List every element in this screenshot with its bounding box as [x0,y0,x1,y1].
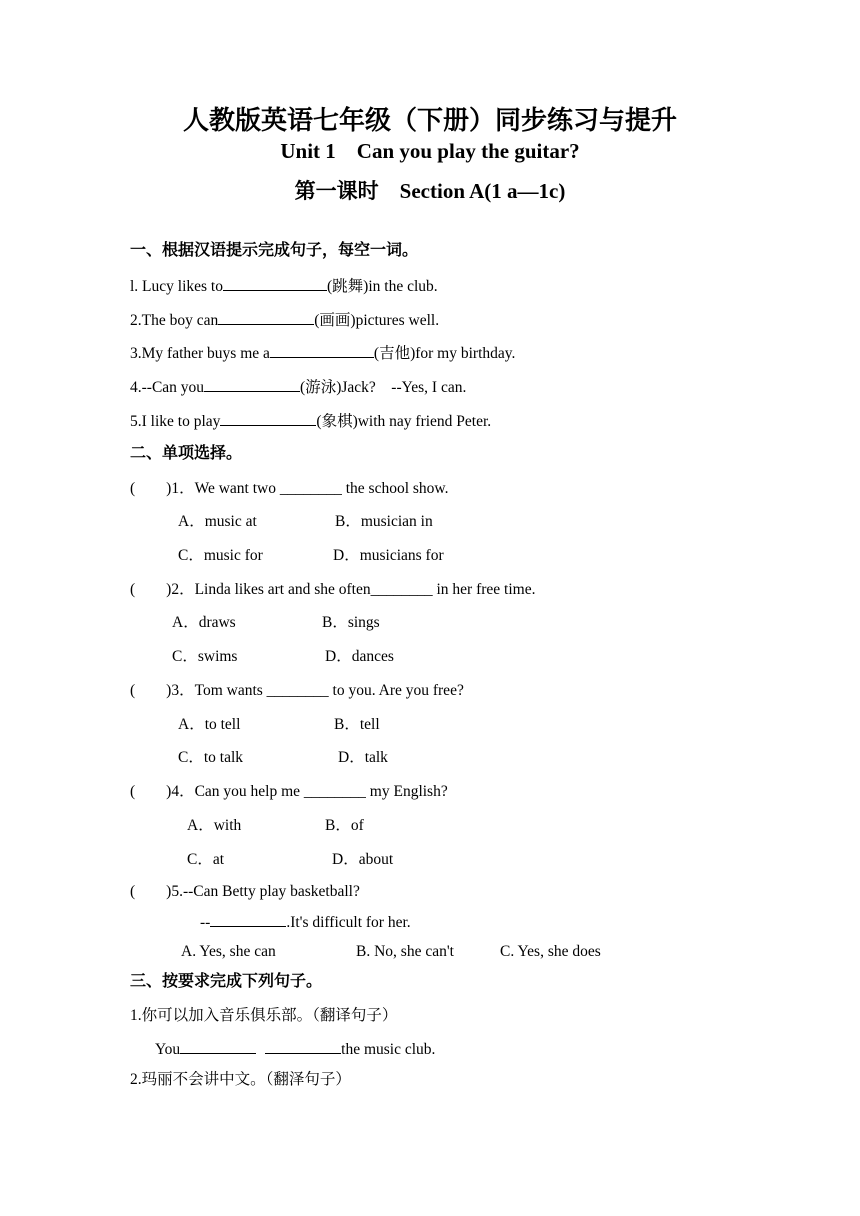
answer-blank[interactable] [223,278,327,291]
fill-item-5: 5.I like to play (象棋)with nay friend Peter. [130,413,492,430]
q1-option-d[interactable]: D．musicians for [333,547,444,564]
question-5-reply: -- .It's difficult for her. [200,914,411,931]
translate-prompt-1: 1.你可以加入音乐俱乐部。（翻译句子） [130,1007,398,1024]
q3-option-a[interactable]: A．to tell [178,716,241,733]
section2-heading: 二、单项选择。 [130,445,243,462]
q2-option-d[interactable]: D．dances [325,648,394,665]
answer-blank[interactable] [270,345,374,358]
q3-option-d[interactable]: D．talk [338,749,388,766]
q2-option-b[interactable]: B．sings [322,614,380,631]
q5-option-b[interactable]: B. No, she can't [356,943,454,960]
question-5-stem: ( )5.--Can Betty play basketball? [130,883,360,900]
fill-item-4: 4.--Can you (游泳)Jack? --Yes, I can. [130,379,467,396]
question-4-stem: ( )4．Can you help me ________ my English? [130,783,448,800]
answer-blank[interactable] [204,379,300,392]
fill-item-2: 2.The boy can (画画)pictures well. [130,312,440,329]
translate-prompt-2: 2.玛丽不会讲中文。（翻泽句子） [130,1071,351,1088]
answer-blank[interactable] [180,1041,256,1054]
q2-option-a[interactable]: A．draws [172,614,236,631]
q1-option-b[interactable]: B．musician in [335,513,433,530]
answer-blank[interactable] [220,413,316,426]
section1-heading: 一、根据汉语提示完成句子，每空一词。 [130,242,419,259]
section3-heading: 三、按要求完成下列句子。 [130,973,323,990]
q2-option-c[interactable]: C．swims [172,648,238,665]
q1-option-c[interactable]: C．music for [178,547,263,564]
fill-item-3: 3.My father buys me a (吉他)for my birthday. [130,345,516,362]
q3-option-c[interactable]: C．to talk [178,749,244,766]
q5-option-c[interactable]: C. Yes, she does [500,943,601,960]
answer-blank[interactable] [210,914,286,927]
lesson-title: 第一课时 Section A(1 a—1c) [294,179,566,203]
fill-item-1: l. Lucy likes to (跳舞)in the club. [130,278,438,295]
answer-blank[interactable] [218,312,314,325]
answer-blank[interactable] [265,1041,341,1054]
q5-option-a[interactable]: A. Yes, she can [181,943,276,960]
q1-option-a[interactable]: A．music at [178,513,257,530]
page-title: 人教版英语七年级（下册）同步练习与提升 [182,106,677,135]
question-1-stem: ( )1．We want two ________ the school show. [130,480,449,497]
question-3-stem: ( )3．Tom wants ________ to you. Are you free? [130,682,464,699]
q4-option-a[interactable]: A．with [187,817,242,834]
question-2-stem: ( )2．Linda likes art and she often________ in her free time. [130,581,536,598]
q4-option-b[interactable]: B．of [325,817,364,834]
q3-option-b[interactable]: B．tell [334,716,380,733]
q4-option-c[interactable]: C．at [187,851,225,868]
q4-option-d[interactable]: D．about [332,851,394,868]
unit-title: Unit 1 Can you play the guitar? [280,139,580,163]
translate-answer-1: You the music club. [155,1041,436,1058]
